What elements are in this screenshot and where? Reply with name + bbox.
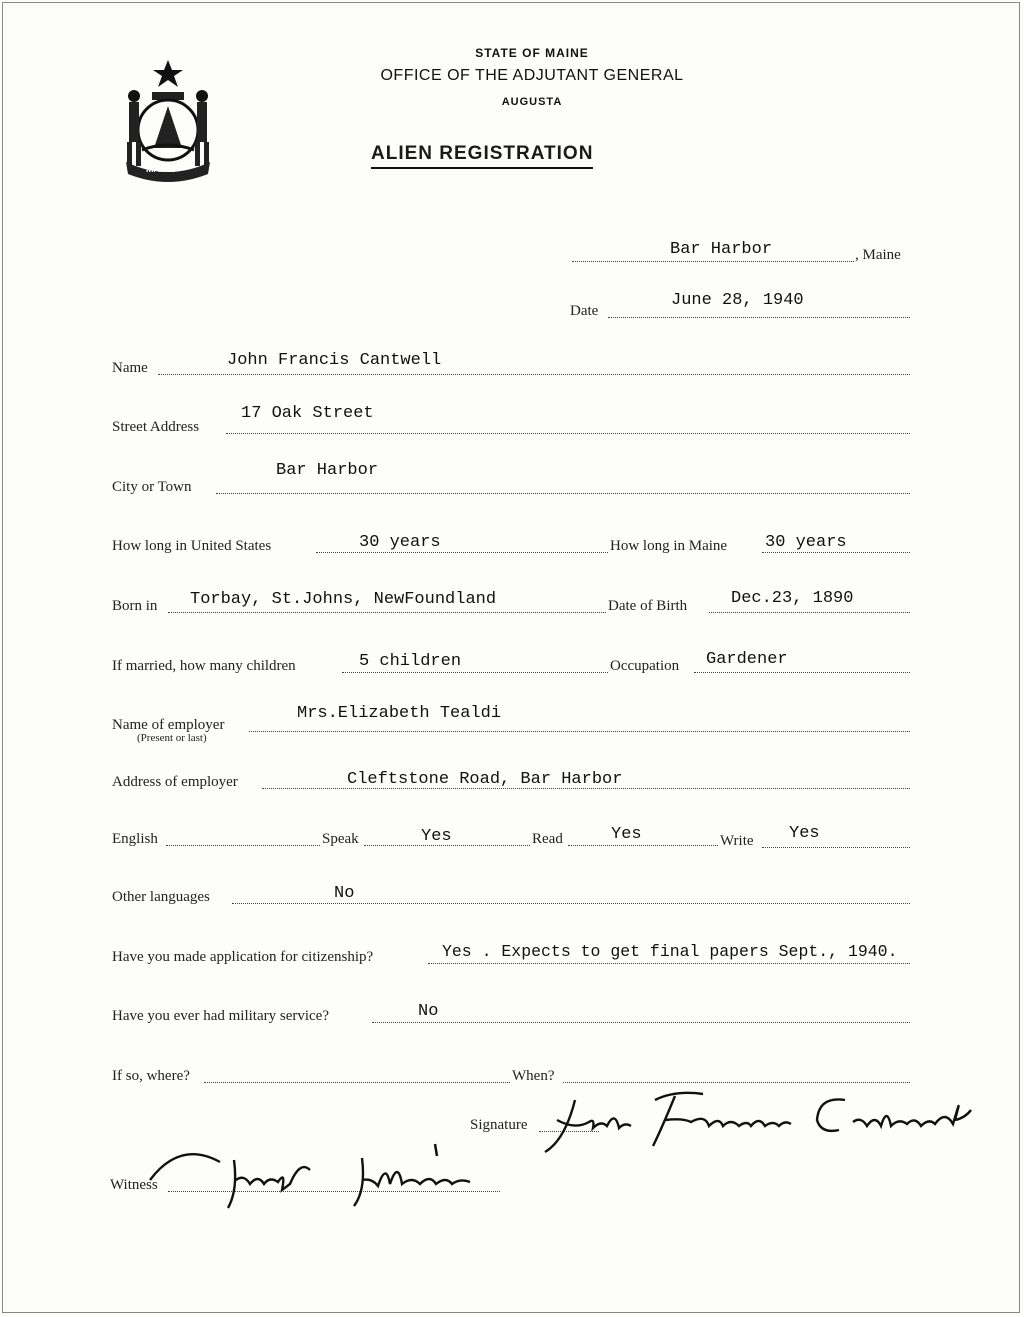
city-label: City or Town <box>112 479 192 495</box>
read-line <box>568 845 718 846</box>
signature-label: Signature <box>470 1117 528 1133</box>
born-label: Born in <box>112 598 158 614</box>
location-suffix: , Maine <box>855 247 901 263</box>
name-line <box>158 374 910 375</box>
witness-label: Witness <box>110 1177 158 1193</box>
dob-line <box>709 612 910 613</box>
employer-label: Name of employer <box>112 717 225 733</box>
employer-line <box>249 731 910 732</box>
us-time-label: How long in United States <box>112 538 272 554</box>
children-value: 5 children <box>359 652 462 671</box>
write-value: Yes <box>789 824 820 843</box>
header-office: OFFICE OF THE ADJUTANT GENERAL <box>380 67 684 84</box>
speak-label: Speak <box>322 831 359 847</box>
born-value: Torbay, St.Johns, NewFoundland <box>190 590 497 609</box>
citizenship-label: Have you made application for citizenship? <box>112 949 374 965</box>
other-languages-value: No <box>334 884 355 903</box>
date-value: June 28, 1940 <box>671 291 804 310</box>
children-label: If married, how many children <box>112 658 296 674</box>
military-value: No <box>418 1002 439 1021</box>
dob-value: Dec.23, 1890 <box>731 589 854 608</box>
us-time-line <box>316 552 608 553</box>
other-languages-line <box>232 903 910 904</box>
form-title: ALIEN REGISTRATION <box>371 143 593 169</box>
location-value: Bar Harbor <box>670 240 773 259</box>
english-line <box>166 845 320 846</box>
name-value: John Francis Cantwell <box>227 351 442 370</box>
where-label: If so, where? <box>112 1068 190 1084</box>
city-line <box>216 493 910 494</box>
write-label: Write <box>720 833 754 849</box>
street-line <box>226 433 910 434</box>
maine-time-value: 30 years <box>765 533 847 552</box>
witness-signature-image <box>140 1140 500 1215</box>
city-value: Bar Harbor <box>276 461 379 480</box>
write-line <box>762 847 910 848</box>
other-languages-label: Other languages <box>112 889 210 905</box>
employer-address-label: Address of employer <box>112 774 238 790</box>
us-time-value: 30 years <box>359 533 441 552</box>
read-label: Read <box>532 831 563 847</box>
born-line <box>168 612 606 613</box>
header-city: AUGUSTA <box>501 96 563 108</box>
occupation-label: Occupation <box>610 658 680 674</box>
read-value: Yes <box>611 825 642 844</box>
signature-image <box>535 1080 995 1160</box>
maine-time-line <box>762 552 910 553</box>
maine-time-label: How long in Maine <box>610 538 728 554</box>
speak-value: Yes <box>421 827 452 846</box>
occupation-value: Gardener <box>706 650 788 669</box>
citizenship-line <box>428 963 910 964</box>
location-line <box>572 261 854 262</box>
header-state: STATE OF MAINE <box>475 46 589 60</box>
children-line <box>342 672 608 673</box>
street-label: Street Address <box>112 419 200 435</box>
military-line <box>372 1022 910 1023</box>
english-label: English <box>112 831 158 847</box>
date-label: Date <box>570 303 599 319</box>
employer-address-value: Cleftstone Road, Bar Harbor <box>347 770 623 789</box>
street-value: 17 Oak Street <box>241 404 374 423</box>
where-line <box>204 1082 510 1083</box>
name-label: Name <box>112 360 148 376</box>
military-label: Have you ever had military service? <box>112 1008 329 1024</box>
employer-value: Mrs.Elizabeth Tealdi <box>297 704 502 723</box>
employer-sublabel: (Present or last) <box>137 732 207 744</box>
date-line <box>608 317 910 318</box>
dob-label: Date of Birth <box>608 598 688 614</box>
citizenship-value: Yes . Expects to get final papers Sept., 1940. <box>442 942 898 961</box>
when-label: When? <box>512 1068 555 1084</box>
seal-text: MAINE <box>146 164 175 174</box>
occupation-line <box>694 672 910 673</box>
